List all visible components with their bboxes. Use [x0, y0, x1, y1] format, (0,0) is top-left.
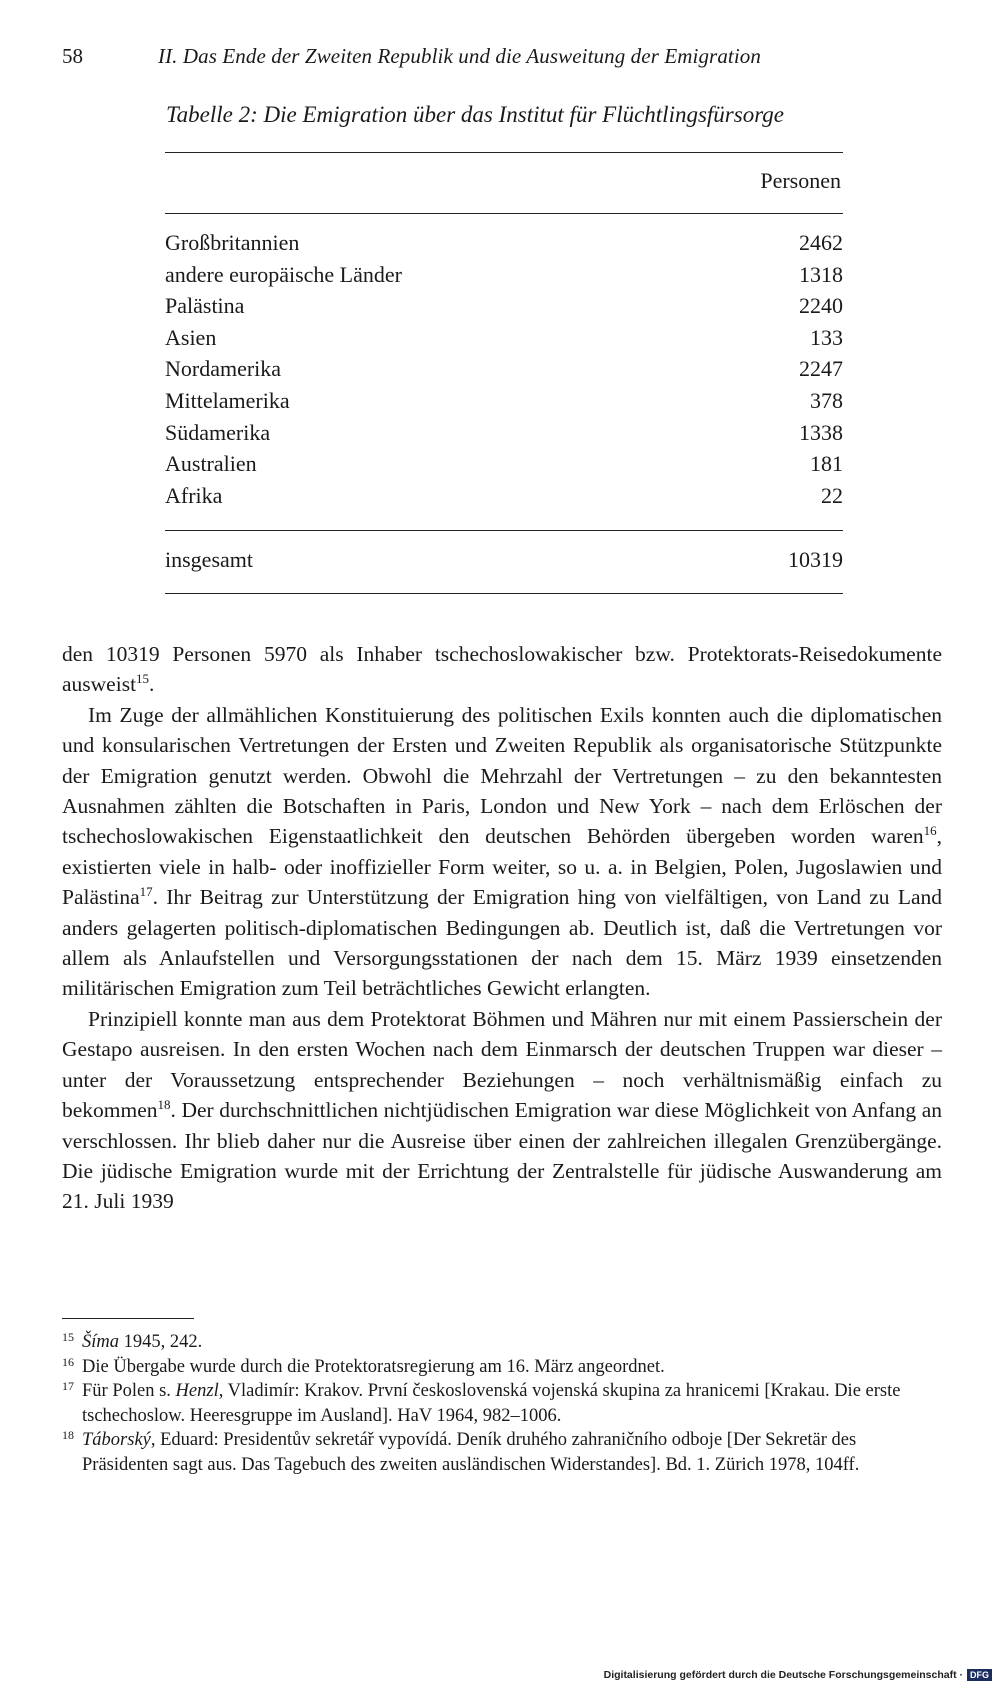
- table-row: [165, 451, 843, 483]
- row-label: Australien: [165, 451, 257, 477]
- footnote-ref[interactable]: 15: [136, 671, 150, 687]
- page-number: 58: [62, 44, 83, 68]
- dfg-logo-icon: DFG: [967, 1669, 992, 1681]
- table-total-row: [165, 547, 843, 579]
- table-top-rule: [165, 152, 843, 153]
- row-label: andere europäische Länder: [165, 261, 402, 287]
- row-value: 181: [810, 451, 843, 477]
- footnotes: [62, 1330, 942, 1477]
- footnote-author: Henzl: [175, 1381, 219, 1401]
- footnote: [62, 1428, 942, 1477]
- text-run: Prinzipiell konnte man aus dem Protektorat Böhmen und Mähren nur mit einem Passierschein der Gestapo ausreisen. In den ersten Wochen nach dem Einmarsch der deutschen Truppen war dieser – unter der Voraussetzung entsprechender Beziehungen – noch verhältnismäßig einfach zu bekommen: [62, 1006, 942, 1123]
- table-row: [165, 483, 843, 515]
- table-row: [165, 293, 843, 325]
- text-run: den 10319 Personen 5970 als Inhaber tschechoslowakischer bzw. Protektorats-Reisedokumente ausweist: [62, 642, 942, 697]
- row-label: Afrika: [165, 482, 223, 508]
- row-value: 1318: [799, 261, 843, 287]
- table-row: [165, 420, 843, 452]
- body-text: [62, 639, 942, 1217]
- table-row: [165, 325, 843, 357]
- row-value: 22: [821, 482, 843, 508]
- footnote-ref[interactable]: 18: [157, 1096, 171, 1112]
- row-value: 133: [810, 324, 843, 350]
- stamp-text: Digitalisierung gefördert durch die Deutsche Forschungsgemeinschaft ·: [603, 1669, 963, 1681]
- table-header-rule: [165, 213, 843, 214]
- footnote: [62, 1330, 942, 1355]
- paragraph: [62, 1004, 942, 1217]
- footnote: [62, 1379, 942, 1428]
- text-run: , existierten viele in halb- oder inoffizieller Form weiter, so u. a. in Belgien, Polen, Jugoslawien und Palästina: [62, 824, 942, 910]
- row-value: 2240: [799, 293, 843, 319]
- table-caption: Tabelle 2: Die Emigration über das Institut für Flüchtlingsfürsorge: [166, 102, 785, 127]
- table-row: [165, 230, 843, 262]
- text-run: . Ihr Beitrag zur Unterstützung der Emigration hing von vielfältigen, von Land zu Land anders gelagerten politisch-diplomatischen Bedingungen ab. Deutlich ist, daß die Vertretungen vor allem als Anlaufstellen und Versorgungsstationen der nach dem 15. März 1939 einsetzenden militärischen Emigration zum Teil beträchtliches Gewicht erlangten.: [62, 885, 942, 1001]
- running-head: [62, 44, 842, 72]
- paragraph: [62, 700, 942, 1004]
- footnote-separator: [62, 1318, 194, 1319]
- table-bottom-rule: [165, 593, 843, 594]
- text-run: .: [149, 672, 155, 697]
- row-value: 2247: [799, 356, 843, 382]
- footnote: [62, 1355, 942, 1380]
- table-row: [165, 356, 843, 388]
- text-run: . Der durchschnittlichen nichtjüdischen Emigration war diese Möglichkeit von Anfang an verschlossen. Ihr blieb daher nur die Ausreise über einen der zahlreichen illegalen Grenzübergänge. Die jüdische Emigration wurde mit der Errichtung der Zentralstelle für jüdische Auswanderung am 21. Juli 1939: [62, 1098, 942, 1214]
- footnote-ref[interactable]: 17: [139, 884, 153, 900]
- footnote-text: , Vladimír: Krakov. První československá vojenská skupina za hranicemi [Krakau. Die erste tschechoslow. Heeresgruppe im Ausland]. HaV 1964, 982–1006.: [82, 1381, 901, 1426]
- row-label: Asien: [165, 324, 217, 350]
- digitization-stamp: [604, 1666, 992, 1684]
- footnote-number: 18: [62, 1428, 74, 1442]
- row-value: 1338: [799, 419, 843, 445]
- footnote-ref[interactable]: 16: [923, 823, 937, 839]
- row-label: Palästina: [165, 293, 245, 319]
- table-row: [165, 388, 843, 420]
- row-label: Mittelamerika: [165, 387, 290, 413]
- total-label: insgesamt: [165, 547, 253, 572]
- footnote-author: Šíma: [82, 1332, 119, 1352]
- total-value: 10319: [788, 547, 843, 572]
- footnote-number: 15: [62, 1330, 74, 1344]
- table-body: [165, 230, 843, 514]
- table-total-rule: [165, 530, 843, 531]
- footnote-lead: Für Polen s.: [82, 1381, 176, 1401]
- paragraph: [62, 639, 942, 700]
- footnote-text: , Eduard: Presidentův sekretář vypovídá. Deník druhého zahraničního odboje [Der Sekretär des Präsidenten sagt aus. Das Tagebuch des zweiten ausländischen Widerstandes]. Bd. 1. Zürich 1978, 104ff.: [82, 1430, 860, 1475]
- footnote-text: Die Übergabe wurde durch die Protektoratsregierung am 16. März angeordnet.: [82, 1356, 665, 1377]
- footnote-number: 16: [62, 1354, 74, 1369]
- column-header: Personen: [760, 168, 841, 193]
- row-label: Nordamerika: [165, 356, 282, 382]
- row-value: 378: [810, 387, 843, 413]
- row-label: Großbritannien: [165, 230, 300, 255]
- text-run: Im Zuge der allmählichen Konstituierung des politischen Exils konnten auch die diplomatischen und konsularischen Vertretungen der Ersten und Zweiten Republik als organisatorische Stützpunkte der Emigration genutzt werden. Obwohl die Mehrzahl der Vertretungen – zu den bekanntesten Ausnahmen zählten die Botschaften in Paris, London und New York – nach dem Erlöschen der tschechoslowakischen Eigenstaatlichkeit den deutschen Behörden übergeben worden waren: [62, 702, 942, 849]
- row-value: 2462: [799, 230, 843, 255]
- footnote-number: 17: [62, 1379, 74, 1393]
- footnote-text: 1945, 242.: [119, 1332, 203, 1352]
- footnote-author: Táborský: [82, 1430, 151, 1450]
- table-row: [165, 262, 843, 294]
- running-title: II. Das Ende der Zweiten Republik und die Ausweitung der Emigration: [158, 44, 761, 68]
- row-label: Südamerika: [165, 419, 271, 445]
